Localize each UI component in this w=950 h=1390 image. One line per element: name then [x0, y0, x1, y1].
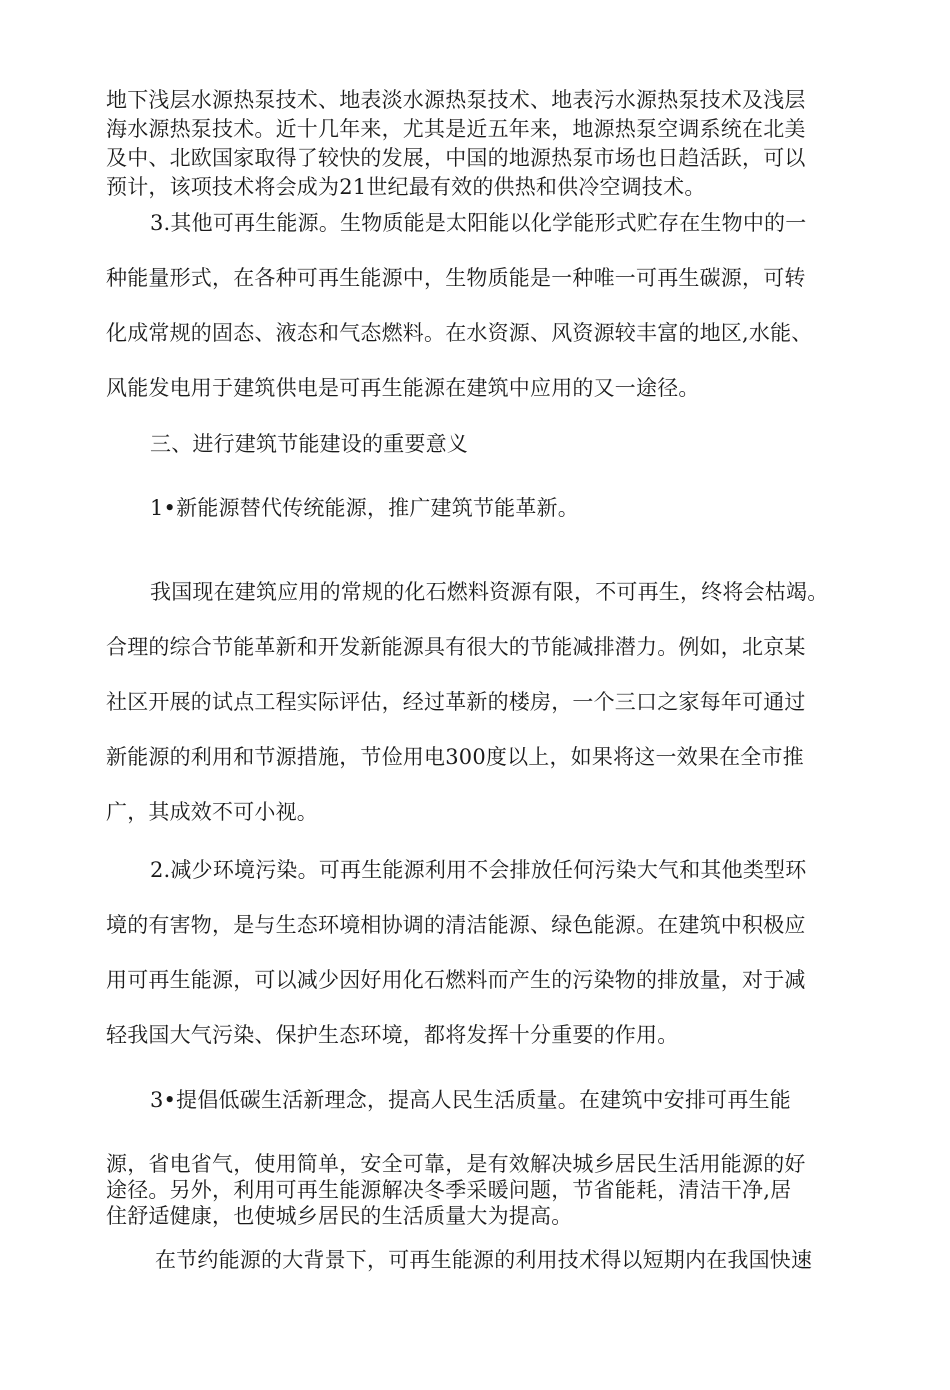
text-line: 海水源热泵技术。近十几年来，尤其是近五年来，地源热泵空调系统在北美	[106, 117, 806, 141]
text-line: 广，其成效不可小视。	[106, 800, 318, 824]
paragraph-line: 我国现在建筑应用的常规的化石燃料资源有限，不可再生，终将会枯竭。	[150, 580, 829, 604]
text-line: 地下浅层水源热泵技术、地表淡水源热泵技术、地表污水源热泵技术及浅层	[106, 88, 806, 112]
paragraph-line: 3.其他可再生能源。生物质能是太阳能以化学能形式贮存在生物中的一	[150, 211, 807, 235]
text-line: 风能发电用于建筑供电是可再生能源在建筑中应用的又一途径。	[106, 376, 700, 400]
paragraph-line: 3•提倡低碳生活新理念，提高人民生活质量。在建筑中安排可再生能	[150, 1088, 791, 1112]
text-line: 途径。另外，利用可再生能源解决冬季采暖问题，节省能耗，清洁干净,居	[106, 1178, 792, 1202]
section-heading: 三、进行建筑节能建设的重要意义	[150, 432, 468, 456]
paragraph-line: 2.减少环境污染。可再生能源利用不会排放任何污染大气和其他类型环	[150, 858, 807, 882]
text-line: 用可再生能源，可以减少因好用化石燃料而产生的污染物的排放量，对于减	[106, 968, 806, 992]
text-line: 源，省电省气，使用简单，安全可靠，是有效解决城乡居民生活用能源的好	[106, 1152, 806, 1176]
text-line: 新能源的利用和节源措施，节俭用电300度以上，如果将这一效果在全市推	[106, 745, 804, 769]
text-line: 住舒适健康，也使城乡居民的生活质量大为提高。	[106, 1204, 573, 1228]
text-line: 种能量形式，在各种可再生能源中，生物质能是一种唯一可再生碳源，可转	[106, 266, 806, 290]
text-line: 境的有害物，是与生态环境相协调的清洁能源、绿色能源。在建筑中积极应	[106, 913, 806, 937]
text-line: 预计，该项技术将会成为21世纪最有效的供热和供冷空调技术。	[106, 175, 706, 199]
text-line: 社区开展的试点工程实际评估，经过革新的楼房，一个三口之家每年可通过	[106, 690, 806, 714]
text-line: 合理的综合节能革新和开发新能源具有很大的节能减排潜力。例如，北京某	[106, 635, 806, 659]
subsection-heading: 1•新能源替代传统能源，推广建筑节能革新。	[150, 496, 579, 520]
text-line: 及中、北欧国家取得了较快的发展，中国的地源热泵市场也日趋活跃，可以	[106, 146, 806, 170]
text-line: 轻我国大气污染、保护生态环境，都将发挥十分重要的作用。	[106, 1023, 679, 1047]
paragraph-line: 在节约能源的大背景下，可再生能源的利用技术得以短期内在我国快速	[155, 1248, 813, 1272]
text-line: 化成常规的固态、液态和气态燃料。在水资源、风资源较丰富的地区,水能、	[106, 321, 813, 345]
